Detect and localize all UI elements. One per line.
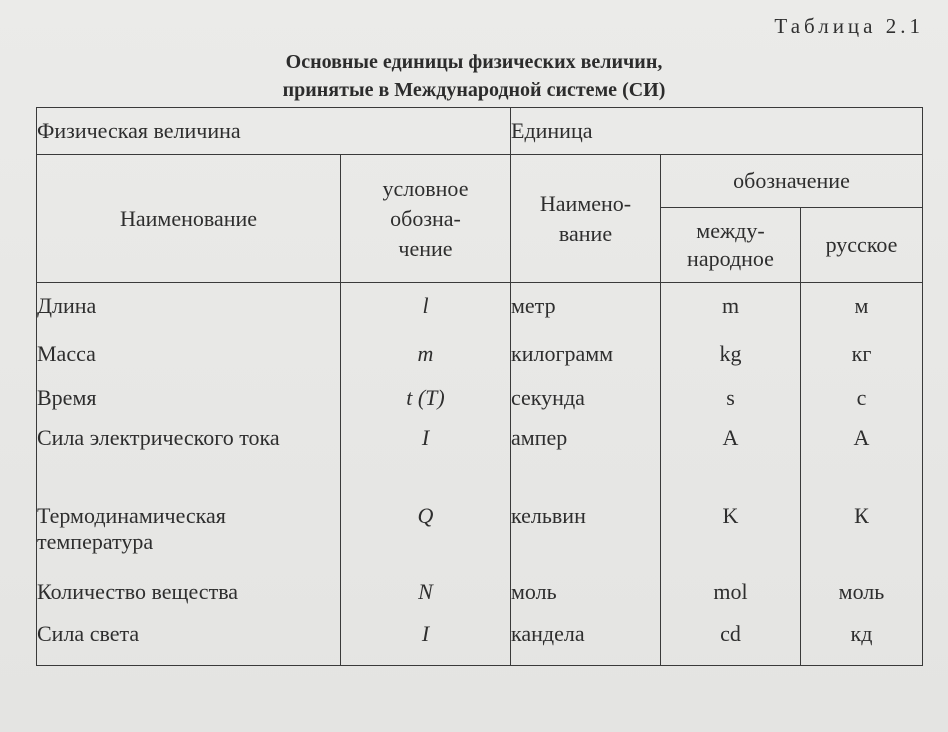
header-russian: русское: [801, 208, 923, 283]
quantity-name: Сила света: [37, 621, 341, 666]
header-unit-name-line: вание: [558, 220, 613, 246]
header-international-line: между-: [696, 218, 765, 243]
quantity-symbol: [341, 579, 511, 621]
unit-intl: A: [661, 425, 801, 503]
symbol-letter: I: [421, 621, 430, 646]
unit-name: метр: [511, 283, 661, 342]
quantity-symbol: [341, 503, 511, 579]
symbol-letter: N: [418, 579, 433, 604]
quantity-name: Масса: [37, 341, 341, 385]
unit-rus: м: [801, 283, 923, 342]
table-row: [37, 425, 923, 503]
table-row: [37, 579, 923, 621]
unit-intl: s: [661, 385, 801, 425]
table-title-line-1: Основные единицы физических величин,: [285, 51, 663, 73]
unit-rus: моль: [801, 579, 923, 621]
unit-intl: m: [661, 283, 801, 342]
table-row: [37, 283, 923, 342]
quantity-name: Сила электрического тока: [37, 425, 341, 503]
header-physical-quantity: Физическая величина: [37, 108, 511, 155]
symbol-letter: l: [422, 293, 429, 318]
quantity-symbol: [341, 425, 511, 503]
header-symbol: [341, 155, 511, 283]
table-row: [37, 385, 923, 425]
table-row: [37, 621, 923, 666]
header-unit: Единица: [511, 108, 923, 155]
table-title-line-2: принятые в Международной системе (СИ): [282, 79, 666, 101]
header-international: [661, 208, 801, 283]
quantity-name: Термодинамическая температура: [37, 503, 341, 579]
symbol-letter: Q: [417, 503, 434, 528]
quantity-symbol: [341, 385, 511, 425]
header-name: Наименование: [37, 155, 341, 283]
quantity-symbol: [341, 341, 511, 385]
unit-rus: с: [801, 385, 923, 425]
unit-intl: kg: [661, 341, 801, 385]
table-row: [37, 341, 923, 385]
symbol-letter: m: [417, 341, 434, 366]
header-unit-name: [511, 155, 661, 283]
header-symbol-line: обозна-: [390, 205, 461, 231]
unit-rus: кг: [801, 341, 923, 385]
header-unit-name-line: Наимено-: [539, 190, 632, 216]
header-international-line: народное: [687, 246, 774, 271]
quantity-name: Количество вещества: [37, 579, 341, 621]
symbol-letter: I: [421, 425, 430, 450]
quantity-symbol: [341, 283, 511, 342]
unit-name: кандела: [511, 621, 661, 666]
unit-name: секунда: [511, 385, 661, 425]
table-label: Таблица 2.1: [774, 14, 924, 38]
unit-rus: кд: [801, 621, 923, 666]
table-title: [0, 48, 948, 104]
header-designation: обозначение: [661, 155, 923, 208]
unit-name: ампер: [511, 425, 661, 503]
unit-intl: K: [661, 503, 801, 579]
unit-name: моль: [511, 579, 661, 621]
unit-rus: К: [801, 503, 923, 579]
quantity-symbol: [341, 621, 511, 666]
symbol-letter: t: [406, 385, 413, 410]
quantity-name: Длина: [37, 283, 341, 342]
si-units-table: [36, 107, 923, 666]
unit-name: килограмм: [511, 341, 661, 385]
header-symbol-line: чение: [398, 235, 453, 261]
unit-intl: cd: [661, 621, 801, 666]
symbol-extra: (T): [417, 385, 445, 410]
table-row: [37, 503, 923, 579]
header-symbol-line: условное: [382, 175, 469, 201]
quantity-name: Время: [37, 385, 341, 425]
unit-rus: А: [801, 425, 923, 503]
unit-intl: mol: [661, 579, 801, 621]
unit-name: кельвин: [511, 503, 661, 579]
